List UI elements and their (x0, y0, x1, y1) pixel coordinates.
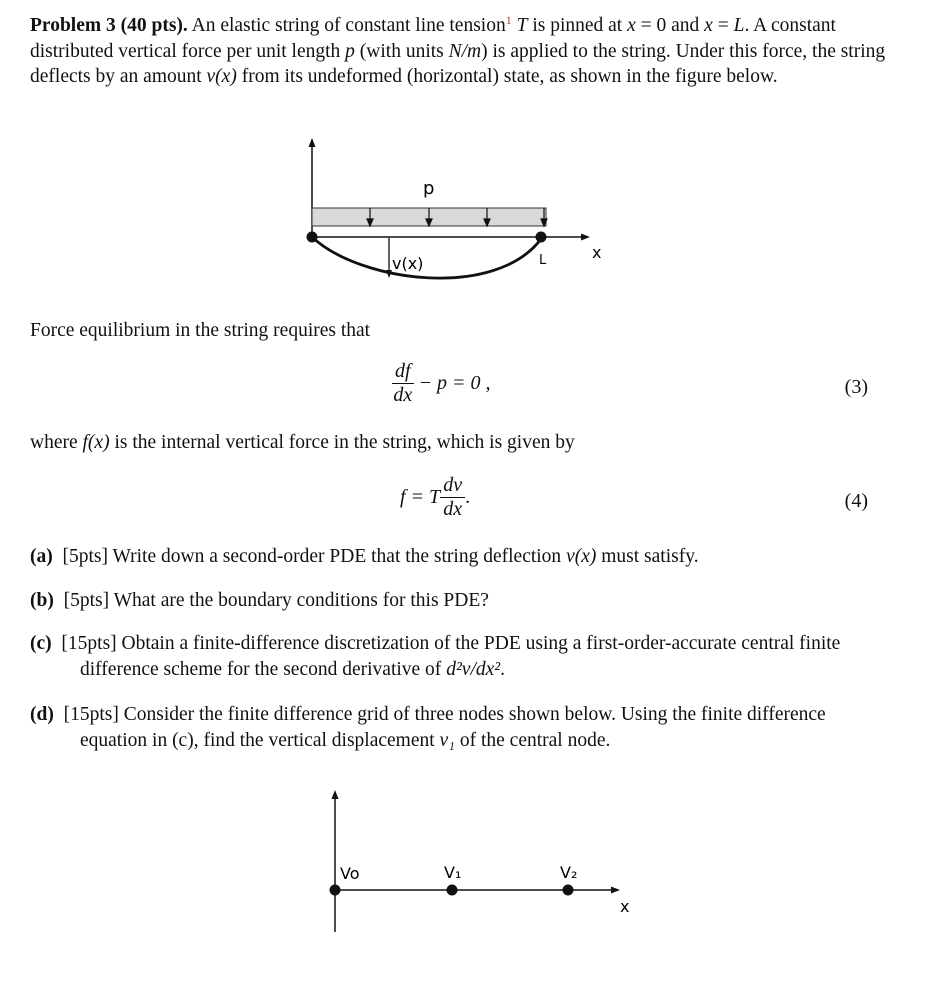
left-pin (307, 232, 318, 243)
equation-4-number: (4) (844, 490, 868, 512)
finite-difference-grid-figure (310, 782, 650, 942)
horizontal-axis-arrowhead (581, 234, 590, 241)
equation-3-number: (3) (844, 376, 868, 398)
question-a (30, 544, 890, 570)
question-b-label: (b) (30, 590, 54, 611)
question-b-points: [5pts] (63, 590, 110, 611)
question-c-text: . (500, 658, 505, 680)
grid-node-2 (563, 885, 574, 896)
question-d (30, 702, 890, 753)
problem-heading: Problem 3 (30, 15, 116, 36)
question-d-variable: v₁ (439, 729, 455, 751)
problem-statement (30, 8, 890, 90)
deflection-label: v(x) (392, 254, 424, 273)
question-c-expression: d²v/dx² (446, 658, 501, 680)
question-a-variable: v(x) (566, 546, 597, 567)
eq4-rest: . (465, 486, 471, 508)
intro-text: . A constant distributed vertical force per unit length (30, 15, 836, 62)
vertical-axis-arrowhead (309, 138, 316, 147)
question-c-label: (c) (30, 633, 52, 654)
intro-text: An elastic string of constant line tension (187, 15, 506, 36)
question-a-text: Write down a second-order PDE that the string deflection (108, 546, 567, 567)
deflection-symbol: v(x) (206, 66, 237, 87)
question-c-points: [15pts] (61, 633, 117, 654)
grid-node-0 (330, 885, 341, 896)
tension-symbol: T (516, 15, 528, 36)
eq3-fraction (392, 360, 414, 407)
eq4-denominator: dx (443, 498, 463, 520)
p-symbol: p (345, 40, 355, 62)
question-c (30, 631, 890, 682)
question-a-points: [5pts] (62, 546, 108, 567)
problem-points: (40 pts). (120, 15, 188, 36)
question-d-points: [15pts] (63, 704, 119, 725)
equilibrium-sentence (30, 318, 890, 344)
internal-force-text: where (30, 432, 83, 453)
node-1-label: V₁ (444, 863, 462, 882)
eq4-numerator: dv (440, 474, 465, 498)
intro-text: = (712, 15, 734, 36)
question-d-text: Consider the finite difference grid of three nodes shown below. Using the finite difference equation in (c), find the vertical displacement (80, 704, 826, 751)
grid-x-axis-label: x (620, 897, 630, 916)
x-symbol: x (704, 15, 713, 36)
equation-4 (400, 474, 470, 521)
eq3-numerator: df (392, 360, 414, 384)
eq4-fraction (440, 474, 465, 521)
question-b-text: What are the boundary conditions for this PDE? (109, 590, 489, 611)
question-c-text: Obtain a finite-difference discretization of the PDE using a first-order-accurate central finite difference scheme for the second derivative of (80, 633, 841, 680)
question-a-text: must satisfy. (596, 546, 699, 567)
intro-text: from its undeformed (horizontal) state, as shown in the figure below. (236, 66, 778, 87)
grid-node-1 (447, 885, 458, 896)
footnote-mark: 1 (505, 13, 512, 27)
force-symbol: f(x) (82, 432, 110, 453)
node-2-label: V₂ (560, 863, 578, 882)
intro-text: is pinned at (527, 15, 628, 36)
L-symbol: L (733, 15, 745, 36)
eq3-denominator: dx (393, 384, 413, 406)
grid-vertical-axis-arrowhead (332, 790, 339, 799)
units: N/m (448, 40, 482, 62)
intro-text: (with units (354, 40, 449, 62)
eq4-lhs: f = T (400, 486, 441, 508)
intro-text: = 0 and (635, 15, 705, 36)
deflected-string (312, 237, 541, 278)
right-pin (536, 232, 547, 243)
equation-3 (392, 360, 491, 407)
intro-text: ) is applied to the string. Under this force, the string deflects by an amount (30, 40, 886, 87)
eq3-rest: − p = 0 , (418, 372, 491, 394)
load-label: p (423, 178, 435, 199)
x-symbol: x (627, 15, 636, 36)
end-label: L (539, 253, 547, 268)
question-d-label: (d) (30, 704, 54, 725)
question-a-label: (a) (30, 546, 53, 567)
question-b (30, 588, 890, 614)
node-0-label: Vo (340, 864, 360, 883)
x-axis-label: x (592, 243, 602, 262)
internal-force-text: is the internal vertical force in the string, which is given by (109, 432, 575, 453)
equilibrium-text: Force equilibrium in the string requires that (30, 320, 371, 341)
string-deflection-figure (290, 132, 630, 302)
grid-horizontal-axis-arrowhead (611, 887, 620, 894)
internal-force-sentence (30, 430, 890, 456)
question-d-text: of the central node. (454, 729, 611, 751)
